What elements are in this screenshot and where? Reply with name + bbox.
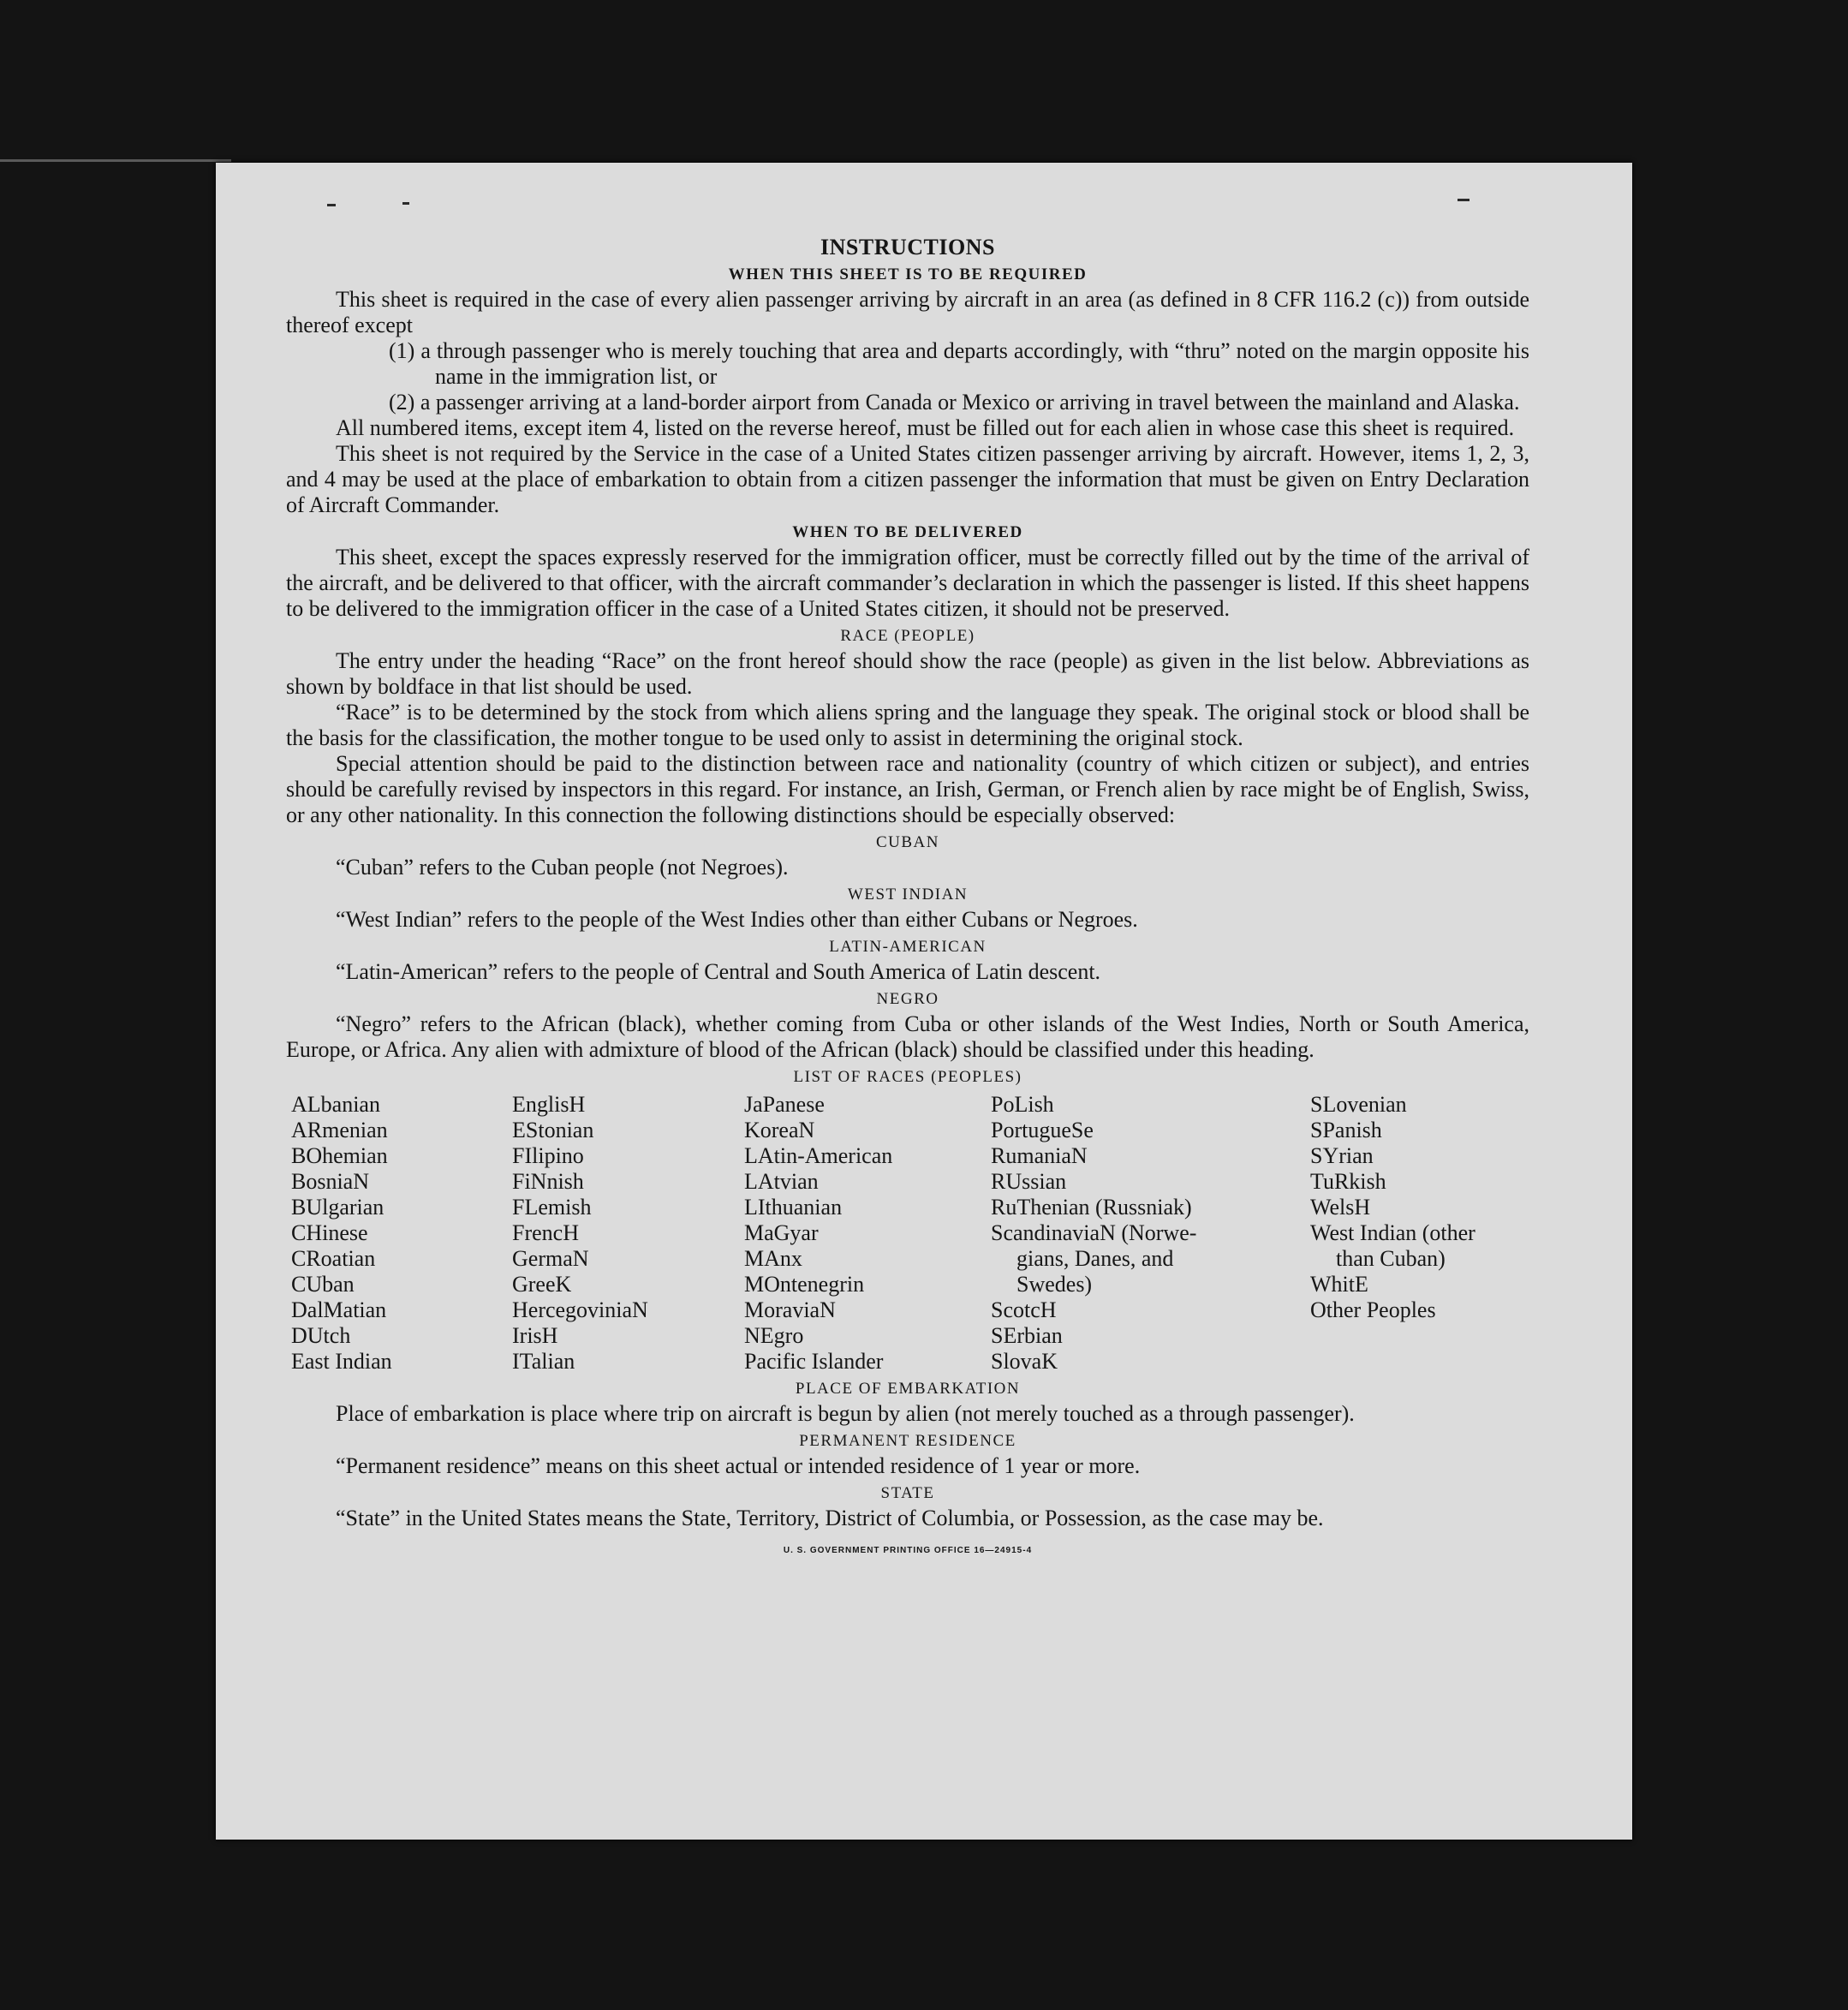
race-entry: SLovenian [1310, 1092, 1407, 1117]
race-entry: CUban [291, 1272, 355, 1297]
race-entry: than Cuban) [1336, 1246, 1446, 1271]
race-entry: ScandinaviaN (Norwe- [991, 1220, 1197, 1245]
race-entry: WhitE [1310, 1272, 1368, 1297]
list-item: (1) a through passenger who is merely touching that area and departs accordingly, with “thru” noted on the margin opposite his name in the immigration list, or [389, 338, 1529, 389]
race-entry: MoraviaN [744, 1297, 836, 1322]
paragraph: “Race” is to be determined by the stock from which aliens spring and the language they speak. The original stock or blood shall be the basis for the classification, the mother tongue to be used only to assist in determining the original stock. [286, 700, 1529, 750]
paragraph: “Permanent residence” means on this sheet actual or intended residence of 1 year or more. [336, 1453, 1141, 1478]
printing-office-imprint: U. S. GOVERNMENT PRINTING OFFICE 16—24915-4 [783, 1546, 1033, 1555]
race-entry: EStonian [512, 1118, 594, 1142]
race-entry: EnglisH [512, 1092, 586, 1117]
race-entry: Pacific Islander [744, 1349, 884, 1374]
race-entry: RUssian [991, 1169, 1067, 1194]
race-entry: TuRkish [1310, 1169, 1386, 1194]
list-item: (2) a passenger arriving at a land-border airport from Canada or Mexico or arriving in travel between the mainland and Alaska. [389, 390, 1520, 415]
race-entry: CRoatian [291, 1246, 376, 1271]
paragraph: “Latin-American” refers to the people of Central and South America of Latin descent. [336, 959, 1101, 984]
paragraph: “State” in the United States means the State, Territory, District of Columbia, or Possession, as the case may be. [336, 1506, 1324, 1530]
race-entry: SYrian [1310, 1143, 1374, 1168]
section-heading-negro: NEGRO [876, 990, 939, 1008]
section-heading-race: RACE (PEOPLE) [840, 627, 975, 645]
race-entry: WelsH [1310, 1195, 1371, 1220]
race-entry: FrencH [512, 1220, 579, 1245]
race-entry: BOhemian [291, 1143, 388, 1168]
paragraph: This sheet, except the spaces expressly reserved for the immigration officer, must be correctly filled out by the time of the arrival of the aircraft, and be delivered to that officer, with the aircraft commander’s declaration in which the passenger is listed. If this sheet happens to be delivered to the immigration officer in the case of a United States citizen, it should not be preserved. [286, 545, 1529, 621]
race-entry: Other Peoples [1310, 1297, 1436, 1322]
race-entry: ScotcH [991, 1297, 1057, 1322]
instruction-sheet [216, 163, 1632, 1840]
race-entry: FIlipino [512, 1143, 584, 1168]
paragraph: Special attention should be paid to the distinction between race and nationality (country of which citizen or subject), and entries should be carefully revised by inspectors in this regard. For instance, an Irish, German, or French alien by race might be of English, Swiss, or any other nationality. In this connection the following distinctions should be especially observed: [286, 751, 1529, 827]
race-entry: RumaniaN [991, 1143, 1088, 1168]
section-heading-required: WHEN THIS SHEET IS TO BE REQUIRED [728, 265, 1088, 283]
paragraph: “Cuban” refers to the Cuban people (not Negroes). [336, 855, 789, 880]
race-column [991, 1092, 1310, 1375]
race-column [744, 1092, 991, 1375]
race-list [291, 1092, 1529, 1375]
race-column [291, 1092, 512, 1375]
race-entry: BUlgarian [291, 1195, 385, 1220]
race-entry: HercegoviniaN [512, 1297, 648, 1322]
race-entry: SlovaK [991, 1349, 1058, 1374]
paragraph: All numbered items, except item 4, listed on the reverse hereof, must be filled out for each alien in whose case this sheet is required. [336, 415, 1515, 440]
scan-speck [402, 202, 409, 205]
race-entry: LAtin-American [744, 1143, 893, 1168]
scan-speck [1458, 199, 1469, 201]
film-frame-edge [0, 159, 231, 162]
race-entry: DalMatian [291, 1297, 387, 1322]
race-entry: PoLish [991, 1092, 1054, 1117]
section-heading-list-of-races: LIST OF RACES (PEOPLES) [793, 1068, 1022, 1086]
race-entry: KoreaN [744, 1118, 815, 1142]
race-entry: LIthuanian [744, 1195, 843, 1220]
race-column [1310, 1092, 1535, 1375]
race-entry: GermaN [512, 1246, 589, 1271]
section-heading-state: STATE [880, 1484, 935, 1502]
race-entry: NEgro [744, 1323, 804, 1348]
paragraph: “West Indian” refers to the people of the West Indies other than either Cubans or Negroes. [336, 907, 1138, 932]
race-entry: gians, Danes, and [1016, 1246, 1174, 1271]
race-entry: GreeK [512, 1272, 572, 1297]
paragraph: This sheet is required in the case of every alien passenger arriving by aircraft in an area (as defined in 8 CFR 116.2 (c)) from outside thereof except [286, 287, 1529, 337]
race-entry: Swedes) [1016, 1272, 1093, 1297]
race-entry: FiNnish [512, 1169, 584, 1194]
race-entry: ARmenian [291, 1118, 388, 1142]
race-entry: MOntenegrin [744, 1272, 865, 1297]
race-entry: LAtvian [744, 1169, 819, 1194]
section-heading-cuban: CUBAN [875, 833, 939, 851]
race-entry: East Indian [291, 1349, 392, 1374]
race-entry: MaGyar [744, 1220, 819, 1245]
race-column [512, 1092, 744, 1375]
paragraph: This sheet is not required by the Service in the case of a United States citizen passenger arriving by aircraft. However, items 1, 2, 3, and 4 may be used at the place of embarkation to obtain from a citizen passenger the information that must be given on Entry Declaration of Aircraft Commander. [286, 441, 1529, 517]
race-entry: DUtch [291, 1323, 351, 1348]
race-entry: JaPanese [744, 1092, 825, 1117]
section-heading-latin-american: LATIN-AMERICAN [829, 938, 987, 956]
race-entry: CHinese [291, 1220, 368, 1245]
paragraph: The entry under the heading “Race” on the front hereof should show the race (people) as given in the list below. Abbreviations as shown by boldface in that list should be used. [286, 648, 1529, 699]
race-entry: BosniaN [291, 1169, 369, 1194]
race-entry: SPanish [1310, 1118, 1382, 1142]
paragraph: “Negro” refers to the African (black), whether coming from Cuba or other islands of the West Indies, North or South America, Europe, or Africa. Any alien with admixture of blood of the African (black) should be classified under this heading. [286, 1011, 1529, 1062]
paragraph: Place of embarkation is place where trip on aircraft is begun by alien (not merely touched as a through passenger). [336, 1401, 1355, 1426]
race-entry: ALbanian [291, 1092, 380, 1117]
race-entry: SErbian [991, 1323, 1063, 1348]
section-heading-embarkation: PLACE OF EMBARKATION [795, 1380, 1021, 1398]
race-entry: West Indian (other [1310, 1220, 1475, 1245]
race-entry: ITalian [512, 1349, 575, 1374]
race-entry: PortugueSe [991, 1118, 1094, 1142]
scan-speck [327, 204, 336, 206]
race-entry: FLemish [512, 1195, 592, 1220]
document-title: INSTRUCTIONS [820, 235, 995, 259]
sheet-content [286, 235, 1529, 1564]
race-entry: RuThenian (Russniak) [991, 1195, 1192, 1220]
race-entry: MAnx [744, 1246, 802, 1271]
section-heading-residence: PERMANENT RESIDENCE [799, 1432, 1016, 1450]
section-heading-delivered: WHEN TO BE DELIVERED [792, 523, 1023, 541]
exception-list [286, 338, 1529, 415]
race-entry: IrisH [512, 1323, 558, 1348]
section-heading-west-indian: WEST INDIAN [847, 886, 969, 904]
